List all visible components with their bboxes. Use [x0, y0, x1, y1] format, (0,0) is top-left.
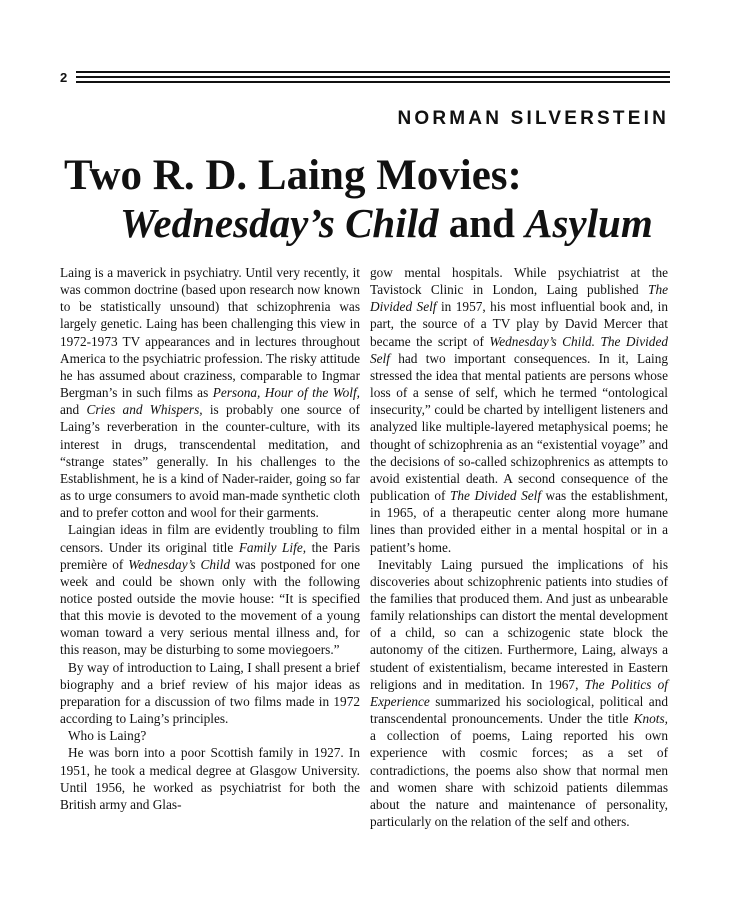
right-column: [370, 264, 668, 830]
paragraph: Laing is a maverick in psychiatry. Until very recently, it was common doctrine (based upon research now known to be statistically unsound) that schizophrenia was largely genetic. Laing has been challenging this view in 1972-1973 TV appearances and in lectures throughout America to the psychiatric profession. The risky attitude he has assumed about craziness, comparable to Ingmar Bergman’s in such films as Persona, Hour of the Wolf, and Cries and Whispers, is probably one source of Laing’s reverberation in the counter-culture, with its interest in drugs, transcendental meditation, and “strange states” generally. In his challenges to the Establishment, he is a kind of Nader-raider, going so far as to urge consumers to avoid man-made synthetic cloth and to prefer cotton and wool for their garments.: [60, 265, 360, 521]
header-rule: [76, 71, 670, 85]
paragraph: gow mental hospitals. While psychiatrist at the Tavistock Clinic in London, Laing published The Divided Self in 1957, his most influential book and, in part, the source of a TV play by David Mercer that became the script of Wednesday’s Child. The Divided Self had two important consequences. In it, Laing stressed the idea that mental patients are persons whose loss of a sense of self, which he termed “ontological insecurity,” could be charted by intelligent listeners and analyzed like multiple-layered metaphysical poems; he thought of schizophrenia as an “existential voyage” and the decisions of so-called schizophrenics as attempts to avoid existential death. A second consequence of the publication of The Divided Self was the establishment, in 1965, of a therapeutic center along more humane lines than provided either in a mental hospital or in a patient’s home.: [370, 265, 668, 555]
paragraph: Who is Laing?: [68, 728, 147, 744]
page-number: 2: [60, 70, 68, 85]
film-title-asylum: Asylum: [525, 200, 653, 246]
author-name: NORMAN SILVERSTEIN: [397, 108, 669, 129]
paragraph: Laingian ideas in film are evidently troubling to film censors. Under its original title Family Life, the Paris première of Wednesday’s Child was postponed for one week and could be shown only with the following notice posted outside the movie house: “It is specified that this movie is devoted to the movement of a young woman toward a very serious mental illness and, for this reason, may be disturbing to some moviegoers.”: [60, 522, 360, 658]
paragraph: Inevitably Laing pursued the implications of his discoveries about schizophrenic patients into studies of the families that produced them. And just as unbearable family relationships can distort the mental development of a child, so can a schizogenic state block the autonomy of the citizen. Furthermore, Laing, always a student of existentialism, became interested in Eastern religions and in meditation. In 1967, The Politics of Experience summarized his sociological, political and transcendental pronouncements. Under the title Knots, a collection of poems, Laing reported his own experience with cosmic forces; as a set of contradictions, the poems also show that normal men and women share with schizoid patients dilemmas about the nature and maintenance of personality, particularly on the relation of the self and others.: [370, 556, 668, 829]
article-subtitle: [120, 200, 653, 246]
left-column: [60, 264, 360, 813]
subtitle-conjunction: and: [438, 200, 526, 246]
article-title: Two R. D. Laing Movies:: [64, 152, 522, 199]
paragraph: He was born into a poor Scottish family in 1927. In 1951, he took a medical degree at Glasgow University. Until 1956, he worked as psychiatrist for both the British army and Glas-: [60, 745, 360, 812]
paragraph: By way of introduction to Laing, I shall present a brief biography and a brief review of his major ideas as preparation for a discussion of two films made in 1972 according to Laing’s principles.: [60, 659, 360, 727]
film-title-wednesdays-child: Wednesday’s Child: [120, 200, 439, 246]
